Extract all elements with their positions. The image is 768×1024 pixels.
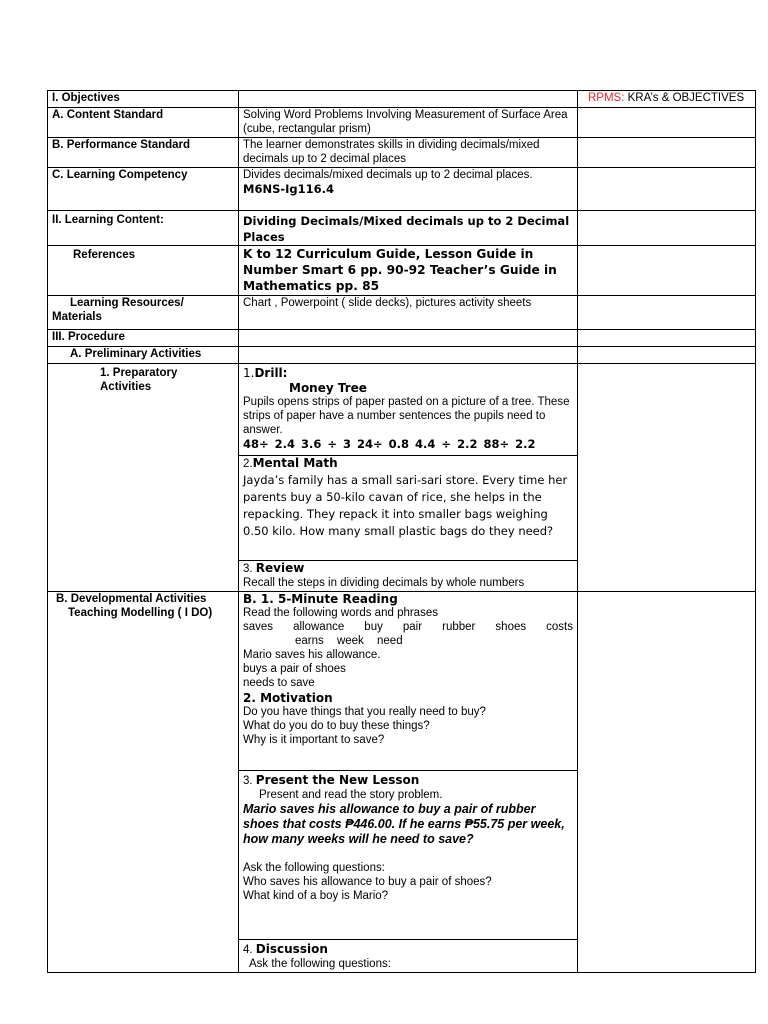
performance-standard-label: B. Performance Standard (48, 138, 239, 168)
review-text: Recall the steps in dividing decimals by whole numbers (243, 577, 525, 589)
new-lesson-num: 3. (243, 775, 256, 787)
drill-cell (239, 364, 578, 456)
learning-competency-label: C. Learning Competency (48, 168, 239, 211)
content-standard-text: Solving Word Problems Involving Measurement of Surface Area (cube, rectangular prism) (239, 108, 578, 138)
preparatory-label-line1: 1. Preparatory (100, 367, 178, 379)
drill-row (48, 364, 756, 456)
procedure-blank (239, 330, 578, 347)
learning-content-row (48, 211, 756, 246)
learning-competency-rpms (578, 168, 756, 211)
performance-standard-rpms (578, 138, 756, 168)
discussion-ask: Ask the following questions: (249, 958, 391, 970)
rpms-label: RPMS: (588, 92, 625, 104)
learning-content-rpms (578, 211, 756, 246)
reading-words-line2: earns week need (295, 635, 403, 647)
lesson-plan-table (47, 90, 756, 973)
learning-competency-text: Divides decimals/mixed decimals up to 2 decimal places. (243, 169, 533, 181)
rpms-rest: KRA’s & OBJECTIVES (624, 92, 745, 104)
learning-competency-cell (239, 168, 578, 211)
new-lesson-intro: Present and read the story problem. (259, 789, 443, 801)
drill-text: Pupils opens strips of paper pasted on a picture of a tree. These strips of paper have a number sentences the pupils need to answer. (243, 396, 570, 436)
resources-label-line1: Learning Resources/ (70, 297, 184, 309)
references-text: K to 12 Curriculum Guide, Lesson Guide in Number Smart 6 pp. 90-92 Teacher’s Guide in Mathematics pp. 85 (239, 246, 578, 296)
drill-rpms (578, 364, 756, 592)
preliminary-label: A. Preliminary Activities (48, 347, 239, 364)
preliminary-blank (239, 347, 578, 364)
resources-label-line2: Materials (52, 311, 102, 323)
developmental-label-line1: B. Developmental Activities (56, 593, 207, 605)
developmental-rpms (578, 592, 756, 973)
mental-math-text: Jayda’s family has a small sari-sari store. Every time her parents buy a 50-kilo cavan of rice, she helps in the repacking. They repack it into smaller bags weighing 0.50 kilo. How many small plastic bags do they need? (243, 472, 568, 538)
drill-num: 1. (243, 366, 255, 380)
preliminary-rpms (578, 347, 756, 364)
objectives-blank (239, 91, 578, 108)
preparatory-label-line2: Activities (100, 381, 152, 393)
objectives-label: I. Objectives (48, 91, 239, 108)
reading-row (48, 592, 756, 771)
references-label: References (48, 246, 239, 296)
resources-label (48, 296, 239, 330)
resources-row (48, 296, 756, 330)
reading-intro: Read the following words and phrases (243, 607, 438, 619)
reading-line2: buys a pair of shoes (243, 663, 346, 675)
new-lesson-q2: What kind of a boy is Mario? (243, 890, 389, 902)
content-standard-row (48, 108, 756, 138)
developmental-label-line2: Teaching Modelling ( I DO) (68, 607, 213, 619)
competency-code: M6NS-Ig116.4 (243, 182, 335, 196)
performance-standard-row (48, 138, 756, 168)
story-problem: Mario saves his allowance to buy a pair of rubber shoes that costs ₱446.00. If he earns ₱55.75 per week, how many weeks will he need to save? (243, 802, 565, 846)
objectives-row (48, 91, 756, 108)
new-lesson-ask: Ask the following questions: (243, 862, 385, 874)
new-lesson-q1: Who saves his allowance to buy a pair of shoes? (243, 876, 492, 888)
review-num: 3. (243, 563, 256, 575)
motivation-q2: What do you do to buy these things? (243, 720, 430, 732)
motivation-title: 2. Motivation (243, 691, 333, 705)
discussion-num: 4. (243, 944, 256, 956)
preparatory-label (48, 364, 239, 592)
references-rpms (578, 246, 756, 296)
discussion-cell (239, 940, 578, 973)
mental-math-cell (239, 456, 578, 561)
resources-text: Chart , Powerpoint ( slide decks), pictures activity sheets (239, 296, 578, 330)
reading-line1: Mario saves his allowance. (243, 649, 381, 661)
learning-content-label: II. Learning Content: (48, 211, 239, 246)
procedure-label: III. Procedure (48, 330, 239, 347)
review-title: Review (255, 561, 305, 575)
learning-competency-row (48, 168, 756, 211)
preliminary-row (48, 347, 756, 364)
references-row (48, 246, 756, 296)
review-cell (239, 561, 578, 592)
motivation-q3: Why is it important to save? (243, 734, 385, 746)
motivation-q1: Do you have things that you really need to buy? (243, 706, 486, 718)
new-lesson-cell (239, 771, 578, 940)
new-lesson-title: Present the New Lesson (255, 773, 420, 787)
reading-words-line1: saves allowance buy pair rubber shoes costs (243, 621, 573, 633)
mental-math-num: 2. (243, 458, 253, 470)
resources-rpms (578, 296, 756, 330)
reading-cell (239, 592, 578, 771)
reading-title: B. 1. 5-Minute Reading (243, 592, 398, 606)
drill-subtitle: Money Tree (289, 381, 367, 395)
performance-standard-text: The learner demonstrates skills in dividing decimals/mixed decimals up to 2 decimal places (239, 138, 578, 168)
reading-line3: needs to save (243, 677, 315, 689)
procedure-row (48, 330, 756, 347)
procedure-rpms (578, 330, 756, 347)
developmental-label (48, 592, 239, 973)
mental-math-title: Mental Math (252, 456, 338, 470)
content-standard-rpms (578, 108, 756, 138)
drill-title: Drill: (254, 366, 288, 380)
drill-equations: 48÷ 2.4 3.6 ÷ 3 24÷ 0.8 4.4 ÷ 2.2 88÷ 2.2 (243, 437, 536, 451)
rpms-header (578, 91, 756, 108)
discussion-title: Discussion (255, 942, 328, 956)
learning-content-text: Dividing Decimals/Mixed decimals up to 2 Decimal Places (239, 211, 578, 246)
content-standard-label: A. Content Standard (48, 108, 239, 138)
